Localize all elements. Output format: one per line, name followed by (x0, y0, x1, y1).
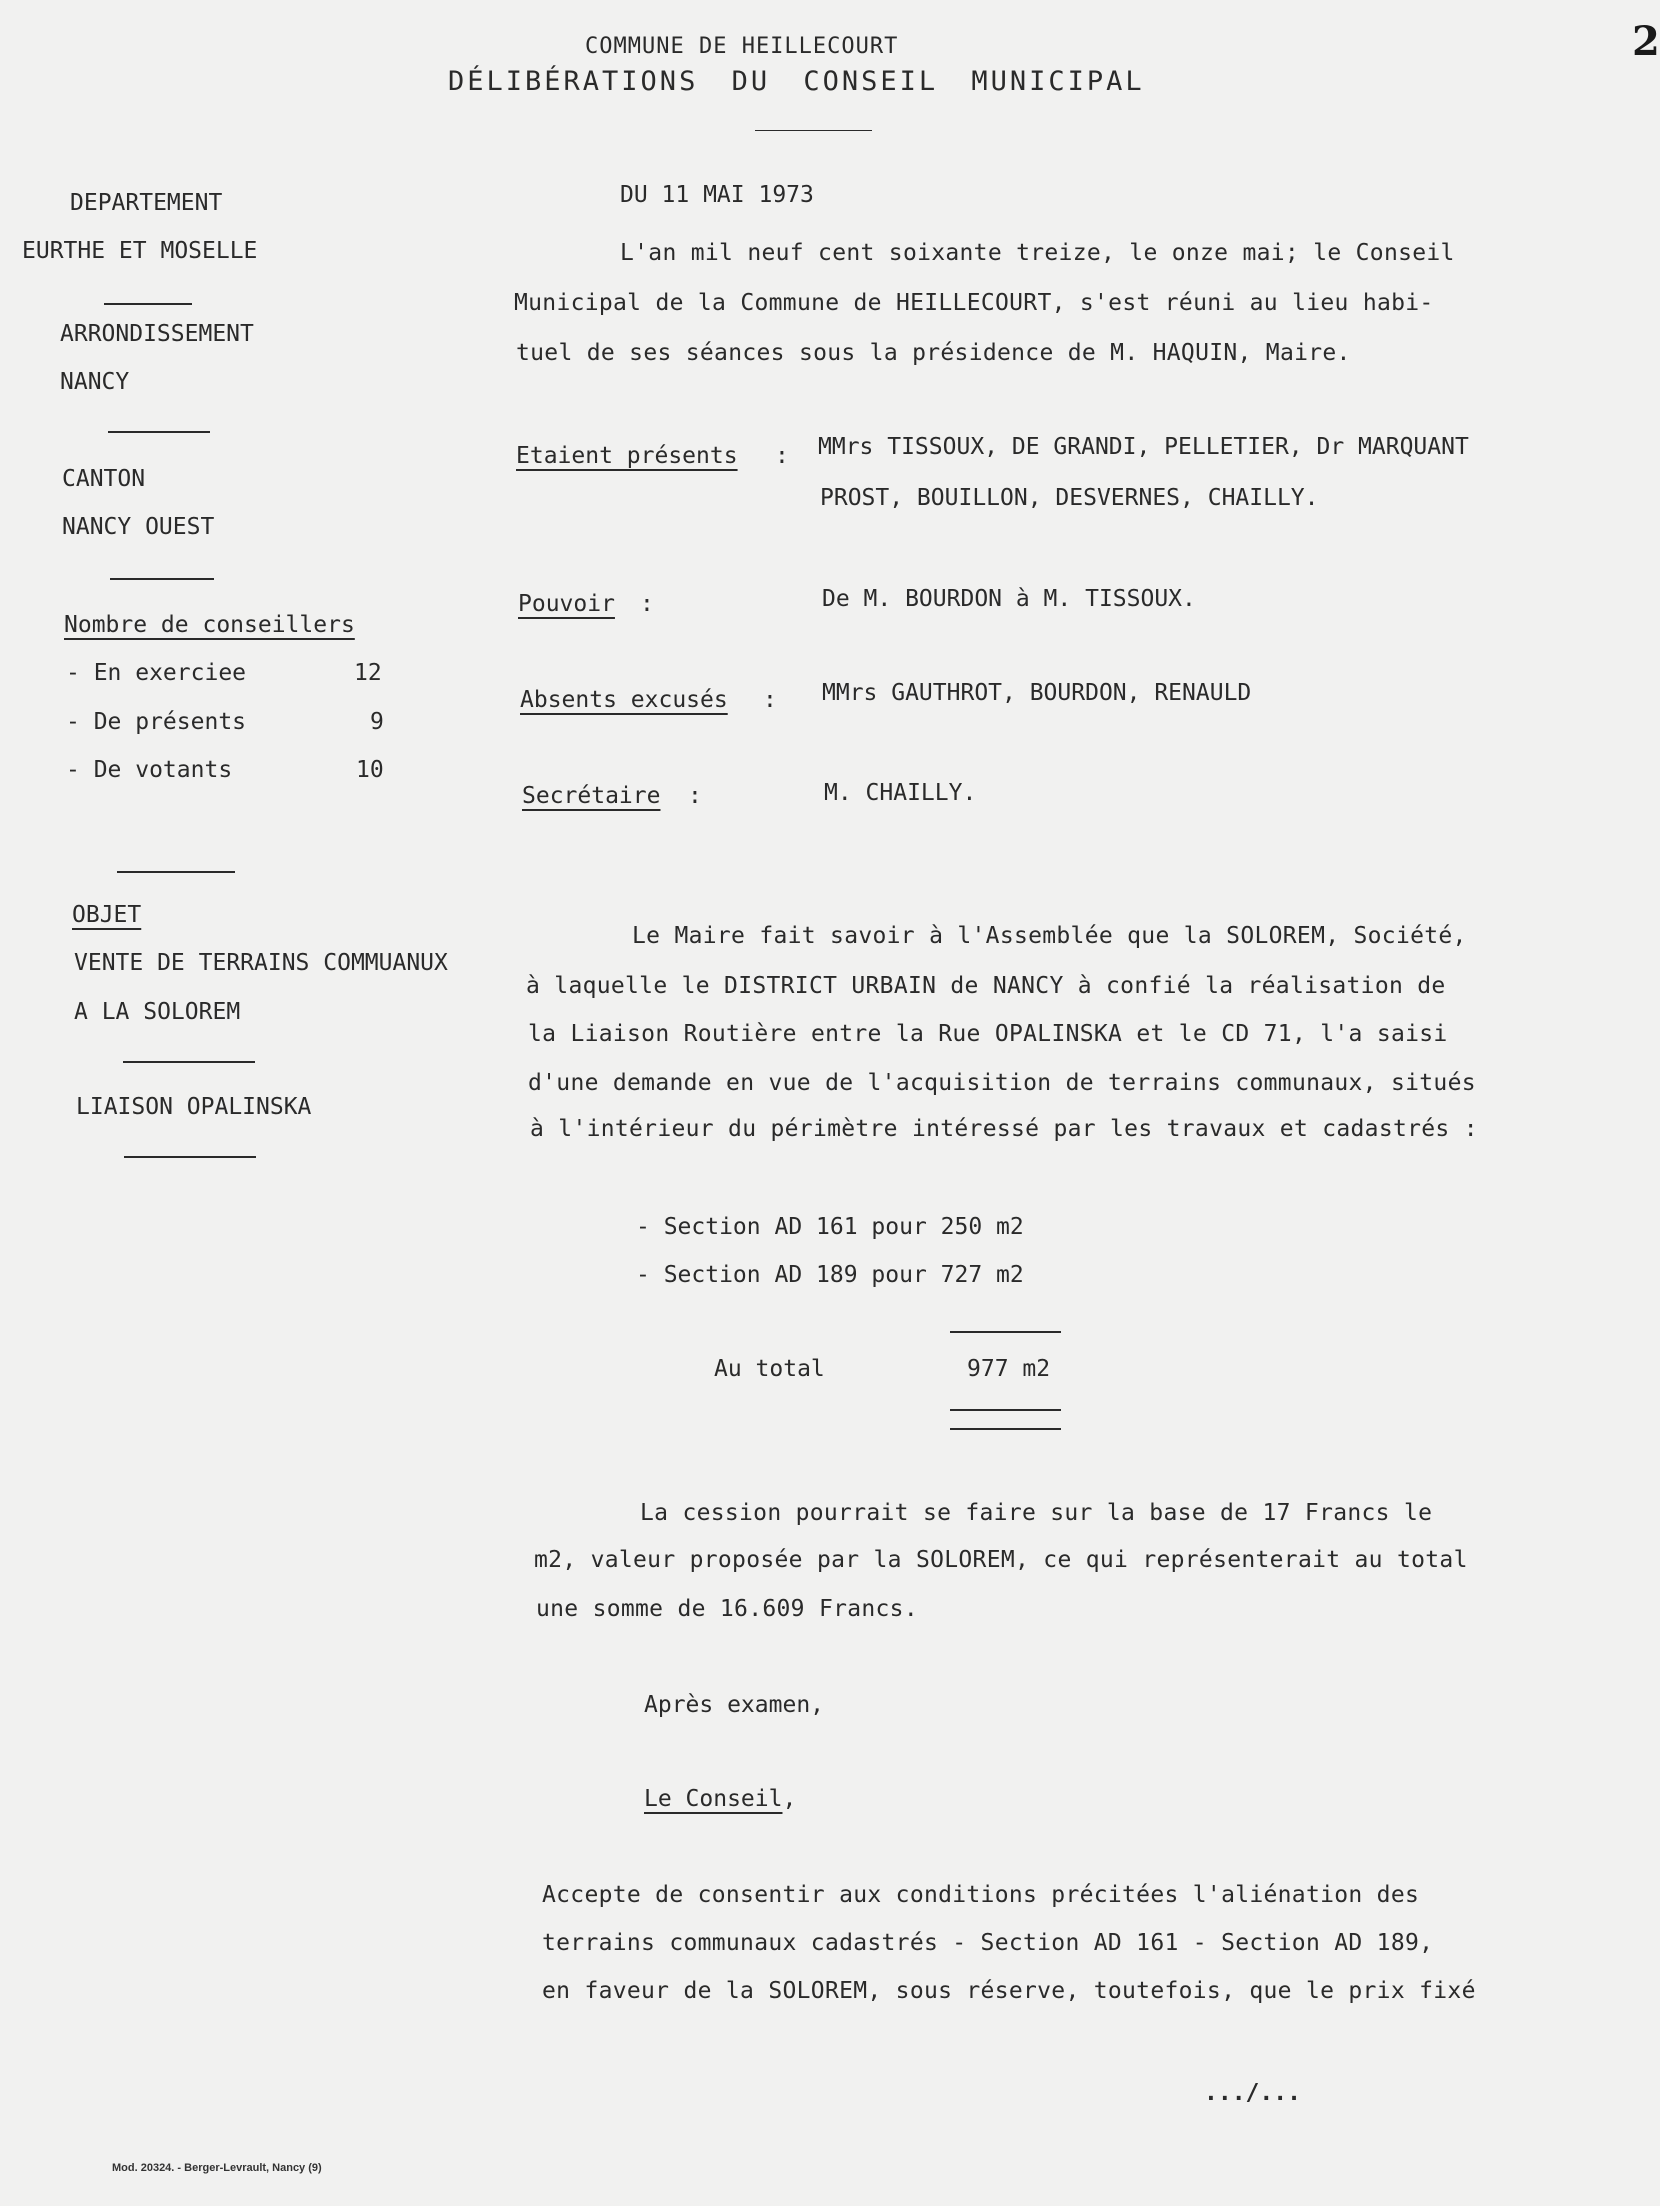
canton-label: CANTON (62, 466, 146, 492)
page-title: DÉLIBÉRATIONS DU CONSEIL MUNICIPAL (448, 66, 1145, 97)
canton-value: NANCY OUEST (62, 514, 215, 540)
secretaire-value: M. CHAILLY. (824, 780, 977, 806)
commune-name: COMMUNE DE HEILLECOURT (585, 34, 899, 59)
departement-value: EURTHE ET MOSELLE (22, 238, 258, 264)
liaison-label: LIAISON OPALINSKA (76, 1094, 312, 1120)
sidebar-divider (124, 1156, 256, 1158)
intro-line: Municipal de la Commune de HEILLECOURT, s'est réuni au lieu habi- (514, 290, 1434, 316)
paragraph-line: une somme de 16.609 Francs. (536, 1596, 918, 1622)
total-value: 977 m2 (967, 1356, 1051, 1382)
sidebar-divider (104, 303, 192, 305)
paragraph-line: Accepte de consentir aux conditions précitées l'aliénation des (542, 1882, 1420, 1908)
total-double-rule (950, 1428, 1061, 1430)
pouvoir-colon: : (640, 591, 654, 617)
presents-line: MMrs TISSOUX, DE GRANDI, PELLETIER, Dr MARQUANT (818, 434, 1469, 460)
le-conseil-label: Le Conseil (644, 1786, 783, 1812)
sidebar-divider (117, 871, 235, 873)
objet-line: A LA SOLOREM (74, 999, 241, 1025)
paragraph-line: m2, valeur proposée par la SOLOREM, ce qui représenterait au total (534, 1547, 1468, 1573)
count-label: - De présents (66, 709, 247, 735)
paragraph-line: Le Maire fait savoir à l'Assemblée que la SOLOREM, Société, (632, 923, 1467, 949)
count-value: 12 (354, 660, 382, 686)
le-conseil-comma: , (782, 1786, 797, 1812)
absents-label: Absents excusés (520, 687, 728, 713)
le-conseil (644, 1786, 796, 1812)
paragraph-line: à l'intérieur du périmètre intéressé par les travaux et cadastrés : (530, 1116, 1478, 1142)
absents-value: MMrs GAUTHROT, BOURDON, RENAULD (822, 680, 1252, 706)
form-imprint: Mod. 20324. - Berger-Levrault, Nancy (9) (112, 2162, 322, 2174)
secretaire-colon: : (688, 783, 702, 809)
intro-line: tuel de ses séances sous la présidence de M. HAQUIN, Maire. (516, 340, 1351, 366)
sidebar-divider (123, 1061, 255, 1063)
paragraph-line: à laquelle le DISTRICT URBAIN de NANCY à confié la réalisation de (526, 973, 1446, 999)
paragraph-line: en faveur de la SOLOREM, sous réserve, toutefois, que le prix fixé (542, 1978, 1476, 2004)
pouvoir-value: De M. BOURDON à M. TISSOUX. (822, 586, 1196, 612)
arrondissement-value: NANCY (60, 369, 130, 395)
section-item: - Section AD 161 pour 250 m2 (636, 1214, 1024, 1240)
section-item: - Section AD 189 pour 727 m2 (636, 1262, 1024, 1288)
apres-examen: Après examen, (644, 1692, 825, 1718)
sidebar-divider (108, 431, 210, 433)
continuation-mark: .../... (1204, 2080, 1301, 2106)
presents-colon: : (775, 443, 789, 469)
secretaire-label: Secrétaire (522, 783, 661, 809)
presents-line: PROST, BOUILLON, DESVERNES, CHAILLY. (820, 485, 1319, 511)
header-divider (755, 130, 872, 131)
count-label: - En exerciee (66, 660, 247, 686)
total-double-rule (950, 1409, 1061, 1411)
pouvoir-label: Pouvoir (518, 591, 615, 617)
count-value: 9 (370, 709, 384, 735)
page-number: 2 (1632, 18, 1660, 65)
paragraph-line: La cession pourrait se faire sur la base de 17 Francs le (640, 1500, 1433, 1526)
arrondissement-label: ARRONDISSEMENT (60, 321, 254, 347)
sidebar-divider (110, 578, 214, 580)
objet-line: VENTE DE TERRAINS COMMUANUX (74, 950, 448, 976)
meeting-date: DU 11 MAI 1973 (620, 182, 814, 208)
intro-line: L'an mil neuf cent soixante treize, le onze mai; le Conseil (620, 240, 1455, 266)
presents-label: Etaient présents (516, 443, 738, 469)
objet-label: OBJET (72, 902, 142, 928)
count-label: - De votants (66, 757, 233, 783)
paragraph-line: d'une demande en vue de l'acquisition de terrains communaux, situés (528, 1070, 1476, 1096)
count-value: 10 (356, 757, 384, 783)
total-rule (950, 1331, 1061, 1333)
departement-label: DEPARTEMENT (70, 190, 223, 216)
total-label: Au total (714, 1356, 825, 1382)
paragraph-line: terrains communaux cadastrés - Section AD 161 - Section AD 189, (542, 1930, 1434, 1956)
paragraph-line: la Liaison Routière entre la Rue OPALINSKA et le CD 71, l'a saisi (528, 1021, 1448, 1047)
absents-colon: : (763, 687, 777, 713)
conseillers-label: Nombre de conseillers (64, 612, 355, 638)
